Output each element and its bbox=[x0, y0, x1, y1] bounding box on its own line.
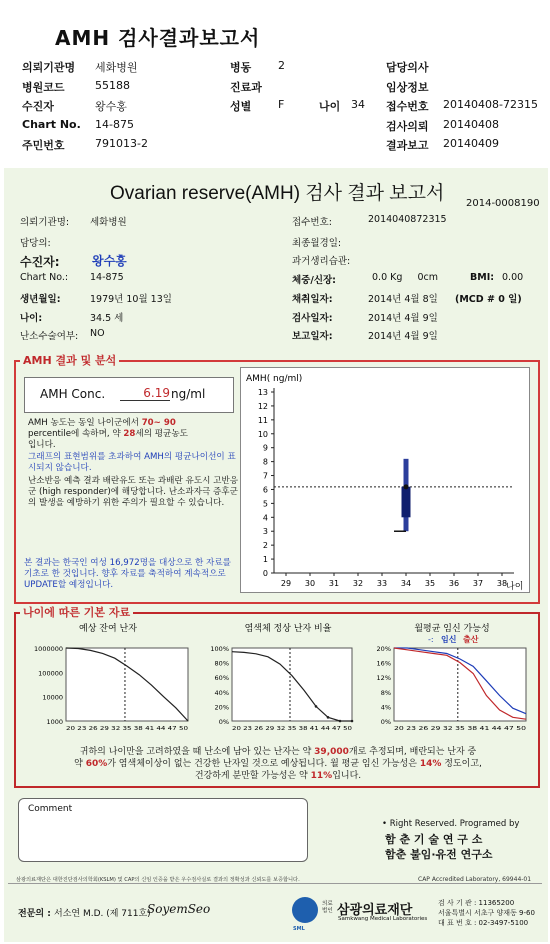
y-tick-label: 80% bbox=[214, 659, 229, 668]
header-field-value: F bbox=[278, 98, 285, 111]
monthly-pregnancy-chart bbox=[360, 620, 532, 738]
field-label: 난소수술여부: bbox=[20, 331, 79, 342]
cap-text: CAP Accredited Laboratory, 69944-01 bbox=[418, 876, 532, 883]
x-tick-labels: 20 23 26 29 32 35 38 41 44 47 50 bbox=[232, 726, 353, 732]
chart-title: 예상 잔여 난자 bbox=[79, 624, 137, 634]
mcd: (MCD # 0 일) bbox=[455, 294, 522, 305]
y-tick-label: 6 bbox=[262, 485, 268, 495]
field-label: 최종월경일: bbox=[292, 238, 342, 249]
header-field-value: 791013-2 bbox=[95, 137, 148, 150]
y-tick-label: 5 bbox=[262, 499, 268, 509]
field-value: 2014년 4월 8일 bbox=[368, 294, 438, 305]
x-tick-labels: 20 23 26 29 32 35 38 41 44 47 50 bbox=[394, 726, 527, 732]
y-tick-label: 100% bbox=[210, 645, 229, 653]
y-tick-label: 60% bbox=[214, 674, 229, 683]
y-tick-label: 11 bbox=[257, 415, 268, 425]
org-small: 의료법인 bbox=[322, 901, 333, 914]
series-point bbox=[315, 705, 318, 708]
y-axis-title: AMH( ng/ml) bbox=[246, 374, 303, 384]
report-title: Ovarian reserve(AMH) 검사 결과 보고서 bbox=[110, 183, 445, 204]
y-tick-label: 13 bbox=[257, 388, 268, 397]
header-field-value: 14-875 bbox=[95, 118, 134, 131]
field-value: NO bbox=[90, 328, 105, 339]
legend-prefix: -: bbox=[428, 635, 434, 644]
header-field-label: 접수번호 bbox=[386, 100, 429, 113]
field-label: 보고일자: bbox=[292, 331, 333, 342]
report-number: 2014-0008190 bbox=[466, 198, 540, 209]
org-name: 삼광의료재단 bbox=[337, 903, 413, 918]
field-label: 나이: bbox=[20, 313, 43, 324]
org-contact: 검 사 기 관 : 11365200 서울특별시 서초구 양재동 9-60 대 표 번 호 : 02-3497-5100 bbox=[438, 899, 535, 927]
field-label: 채취일자: bbox=[292, 294, 333, 305]
amh-age-chart bbox=[240, 367, 530, 593]
chart-title: 염색체 정상 난자 비율 bbox=[244, 624, 332, 634]
y-tick-label: 1000000 bbox=[34, 645, 63, 653]
footer-note: 삼광의료재단은 대한진단검사의학회(KSLM) 및 CAP의 신임 인증을 받은 우수검사실로 결과의 정확성과 신뢰도를 보증합니다. bbox=[16, 877, 300, 883]
field-value: 세화병원 bbox=[90, 217, 127, 228]
normal-egg-ratio-chart bbox=[196, 620, 358, 738]
header-field-value: 55188 bbox=[95, 79, 130, 92]
series-point bbox=[327, 716, 330, 719]
header-field-label: 결과보고 bbox=[386, 139, 429, 152]
y-tick-label: 12 bbox=[257, 401, 268, 411]
comment-label: Comment bbox=[28, 804, 73, 814]
x-tick-label: 34 bbox=[400, 579, 412, 588]
field-value: 1979년 10월 13일 bbox=[90, 294, 172, 305]
age-range-box bbox=[402, 487, 411, 518]
institute-1: 함 춘 기 술 연 구 소 bbox=[385, 833, 483, 846]
x-tick-label: 38 bbox=[496, 579, 508, 588]
doctor-label: 전문의 : bbox=[18, 909, 51, 919]
header-field-value: 20140408 bbox=[443, 118, 499, 131]
y-tick-label: 4% bbox=[380, 703, 391, 712]
header-field-value: 20140409 bbox=[443, 137, 499, 150]
y-tick-label: 20% bbox=[214, 703, 229, 712]
chart-title: 월평균 임신 가능성 bbox=[414, 624, 490, 634]
field-value: 2014040872315 bbox=[368, 214, 447, 225]
plot-area bbox=[66, 648, 188, 721]
y-tick-label: 0% bbox=[380, 718, 391, 726]
amh-conc-value: 6.19 bbox=[120, 386, 170, 401]
header-field-label: 의뢰기관명 bbox=[22, 61, 76, 74]
header-field-value: 세화병원 bbox=[95, 61, 138, 74]
header-field-label: 수진자 bbox=[22, 100, 54, 113]
y-tick-label: 7 bbox=[262, 471, 268, 481]
bmi-label: BMI: bbox=[470, 272, 495, 283]
sml-logo-icon bbox=[292, 897, 318, 923]
y-tick-label: 1000 bbox=[46, 718, 63, 726]
chart-frame bbox=[241, 368, 530, 593]
x-tick-labels: 20 23 26 29 32 35 38 41 44 47 50 bbox=[66, 726, 189, 732]
field-label: 의뢰기관명: bbox=[20, 217, 70, 228]
y-tick-label: 8 bbox=[262, 457, 268, 467]
y-tick-label: 10 bbox=[257, 429, 268, 439]
y-tick-label: 3 bbox=[262, 527, 268, 537]
y-tick-label: 100000 bbox=[38, 669, 63, 678]
field-label: 담당의: bbox=[20, 238, 51, 249]
doctor-signature: SoyemSeo bbox=[147, 902, 211, 916]
patient-name: 왕수홍 bbox=[92, 254, 127, 268]
y-tick-label: 20% bbox=[376, 645, 391, 653]
y-tick-label: 2 bbox=[262, 541, 268, 551]
field-label: 수진자: bbox=[20, 255, 60, 269]
series-point bbox=[339, 720, 342, 723]
x-tick-label: 31 bbox=[328, 579, 340, 588]
header-field-label: 병동 bbox=[230, 61, 252, 74]
field-label: 생년월일: bbox=[20, 294, 61, 305]
y-tick-label: 4 bbox=[262, 513, 268, 523]
x-tick-label: 32 bbox=[352, 579, 364, 588]
eggs-remaining-chart bbox=[22, 620, 194, 738]
footer-divider bbox=[8, 883, 542, 884]
x-tick-label: 29 bbox=[280, 579, 292, 588]
header-field-label: 나이 bbox=[319, 100, 341, 113]
age-section-label: 나이에 따른 기본 자료 bbox=[20, 604, 133, 620]
amh-para-response: 난소반응 예측 결과 배란유도 또는 과배란 유도시 고반응군 (high responder)에 해당합니다. 난소과자극 증후군의 발생을 예방하기 위한 주의가 필요할 수 있습니다. bbox=[28, 476, 239, 508]
header-field-label: Chart No. bbox=[22, 118, 81, 131]
field-label: 체중/신장: bbox=[292, 275, 336, 286]
y-tick-label: 40% bbox=[214, 688, 229, 697]
amh-para-percentile: AMH 농도는 동일 나이군에서 70~ 90 percentile에 속하며, 약 28세의 평균농도 입니다. bbox=[28, 418, 188, 450]
header-field-label: 주민번호 bbox=[22, 139, 65, 152]
rights-text: • Right Reserved. Programed by bbox=[382, 819, 520, 829]
y-tick-label: 16% bbox=[376, 659, 391, 668]
field-value: 2014년 4월 9일 bbox=[368, 331, 438, 342]
sml-logo-text: SML bbox=[293, 926, 305, 932]
header-field-label: 병원코드 bbox=[22, 81, 65, 94]
patient-point bbox=[404, 484, 409, 489]
amh-conc-label: AMH Conc. bbox=[40, 387, 106, 401]
legend-birth: 출산 bbox=[463, 635, 479, 644]
field-label: 접수번호: bbox=[292, 217, 332, 228]
field-label: 과거생리습관: bbox=[292, 256, 351, 267]
x-axis-title: 나이 bbox=[506, 582, 524, 592]
institute-2: 함춘 불임·유전 연구소 bbox=[385, 848, 493, 861]
header-field-label: 임상정보 bbox=[386, 81, 429, 94]
org-en: Samkwang Medical Laboratories bbox=[338, 916, 428, 922]
age-summary: 귀하의 나이만을 고려하였을 때 난소에 남아 있는 난자는 약 39,000개로 추정되며, 배란되는 난자 중 약 60%가 염색체이상이 없는 건강한 난자일 것으로 예상됩니다. 월 평균 임신 가능성은 14% 정도이고, 건강하게 분만할 가능성은 약 11%입니다. bbox=[74, 747, 482, 781]
bmi-value: 0.00 bbox=[502, 272, 524, 283]
amh-section-label: AMH 결과 및 분석 bbox=[20, 352, 119, 368]
y-tick-label: 8% bbox=[380, 688, 391, 697]
field-value: 0.0 Kg 0cm bbox=[372, 272, 439, 283]
field-label: Chart No.: bbox=[20, 272, 69, 283]
x-tick-label: 35 bbox=[424, 579, 436, 588]
header-field-value: 20140408-72315 bbox=[443, 98, 538, 111]
y-tick-label: 0% bbox=[218, 718, 229, 726]
field-value: 14-875 bbox=[90, 272, 124, 283]
y-tick-label: 1 bbox=[262, 555, 268, 565]
header-field-label: 검사의뢰 bbox=[386, 120, 429, 133]
amh-conc-unit: ng/ml bbox=[171, 387, 206, 401]
header-field-label: 성별 bbox=[230, 100, 252, 113]
header-field-value: 2 bbox=[278, 59, 285, 72]
legend-pregnancy: 임신 bbox=[441, 635, 457, 644]
x-tick-label: 37 bbox=[472, 579, 484, 588]
x-tick-label: 30 bbox=[304, 579, 316, 588]
y-tick-label: 12% bbox=[376, 674, 391, 683]
header-field-value: 34 bbox=[351, 98, 365, 111]
y-tick-label: 10000 bbox=[42, 693, 63, 702]
doctor-name: 서소연 M.D. (제 711호) bbox=[54, 909, 151, 919]
header-field-label: 담당의사 bbox=[386, 61, 429, 74]
y-tick-label: 0 bbox=[262, 569, 268, 578]
plot-area bbox=[232, 648, 352, 721]
amh-para-graph-note: 그래프의 표현범위를 초과하여 AMH의 평균나이선이 표시되지 않습니다. bbox=[28, 452, 236, 473]
field-value: 34.5 세 bbox=[90, 313, 124, 324]
y-tick-label: 9 bbox=[262, 443, 268, 453]
header-field-label: 진료과 bbox=[230, 81, 262, 94]
header-field-value: 왕수홍 bbox=[95, 100, 127, 113]
x-tick-label: 33 bbox=[376, 579, 388, 588]
series-point bbox=[351, 720, 354, 723]
page-title: AMH 검사결과보고서 bbox=[55, 26, 261, 50]
field-label: 검사일자: bbox=[292, 313, 333, 324]
x-tick-label: 36 bbox=[448, 579, 460, 588]
field-value: 2014년 4월 9일 bbox=[368, 313, 438, 324]
amh-para-disclaimer: 본 결과는 한국인 여성 16,972명을 대상으로 한 자료를 기초로 한 것입니다. 향후 자료를 축적하여 계속적으로 UPDATE할 예정입니다. bbox=[24, 558, 231, 590]
